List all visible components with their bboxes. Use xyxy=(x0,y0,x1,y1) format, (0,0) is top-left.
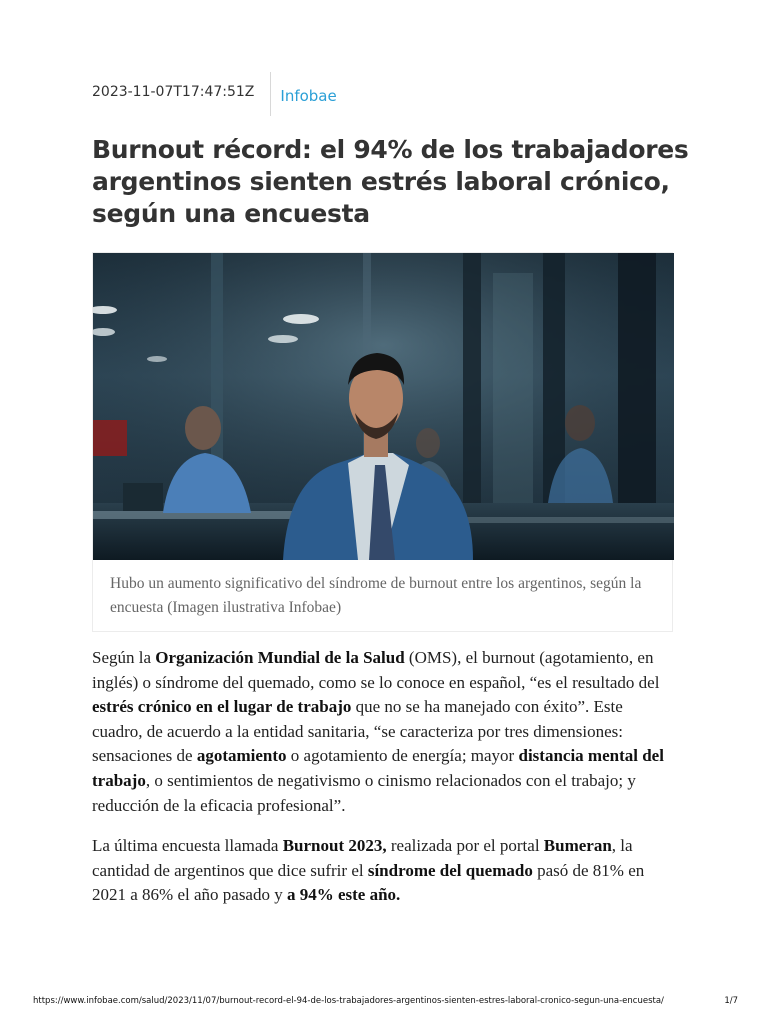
text-run: que no se ha manejado con éxito”. Este cuadro, de acuerdo a la entidad sanitaria, “se caracteriza por tres dimensiones: sensaciones de xyxy=(92,697,623,766)
text-run: La última encuesta llamada xyxy=(92,836,283,856)
bold-run: agotamiento xyxy=(196,746,287,766)
office-worker-illustration xyxy=(93,253,674,560)
article-body xyxy=(92,646,677,924)
source-link[interactable]: Infobae xyxy=(280,87,337,105)
text-run: , la cantidad de argentinos que dice sufrir el xyxy=(92,836,633,880)
bold-run: Burnout 2023, xyxy=(282,836,387,856)
article-photo xyxy=(93,253,674,560)
bold-run: Bumeran xyxy=(543,836,612,856)
article-meta xyxy=(92,72,337,116)
text-run: (OMS), el burnout (agotamiento, en inglés) o síndrome del quemado, como se lo conoce en español, “es el resultado del xyxy=(92,648,660,692)
print-footer xyxy=(33,996,738,1006)
text-run: pasó de 81% en 2021 a 86% el año pasado y xyxy=(92,860,645,905)
bold-run: estrés crónico en el lugar de trabajo xyxy=(92,697,352,717)
paragraph xyxy=(92,834,677,908)
article-title: Burnout récord: el 94% de los trabajadores argentinos sienten estrés laboral crónico, según una encuesta xyxy=(92,135,689,228)
text-run: realizada por el portal xyxy=(386,836,544,856)
article-figure xyxy=(92,252,673,632)
bold-run: síndrome del quemado xyxy=(367,860,533,880)
text-run: Según la xyxy=(92,648,156,667)
bold-run: Organización Mundial de la Salud xyxy=(155,648,405,667)
bold-run: a 94% este año. xyxy=(286,885,401,905)
text-run: , o sentimientos de negativismo o cinismo relacionados con el trabajo; y reducción de la eficacia profesional”. xyxy=(92,770,636,815)
bold-run: distancia mental del trabajo xyxy=(92,746,664,790)
page-number: 1/7 xyxy=(724,996,738,1006)
page-url: https://www.infobae.com/salud/2023/11/07/burnout-record-el-94-de-los-trabajadores-argentinos-sienten-estres-laboral-cronico-segun-una-encuesta/ xyxy=(33,996,664,1006)
paragraph xyxy=(92,646,677,818)
text-run: o agotamiento de energía; mayor xyxy=(286,746,519,766)
publish-date: 2023-11-07T17:47:51Z xyxy=(92,84,255,100)
image-caption: Hubo un aumento significativo del síndrome de burnout entre los argentinos, según la encuesta (Imagen ilustrativa Infobae) xyxy=(110,575,642,616)
